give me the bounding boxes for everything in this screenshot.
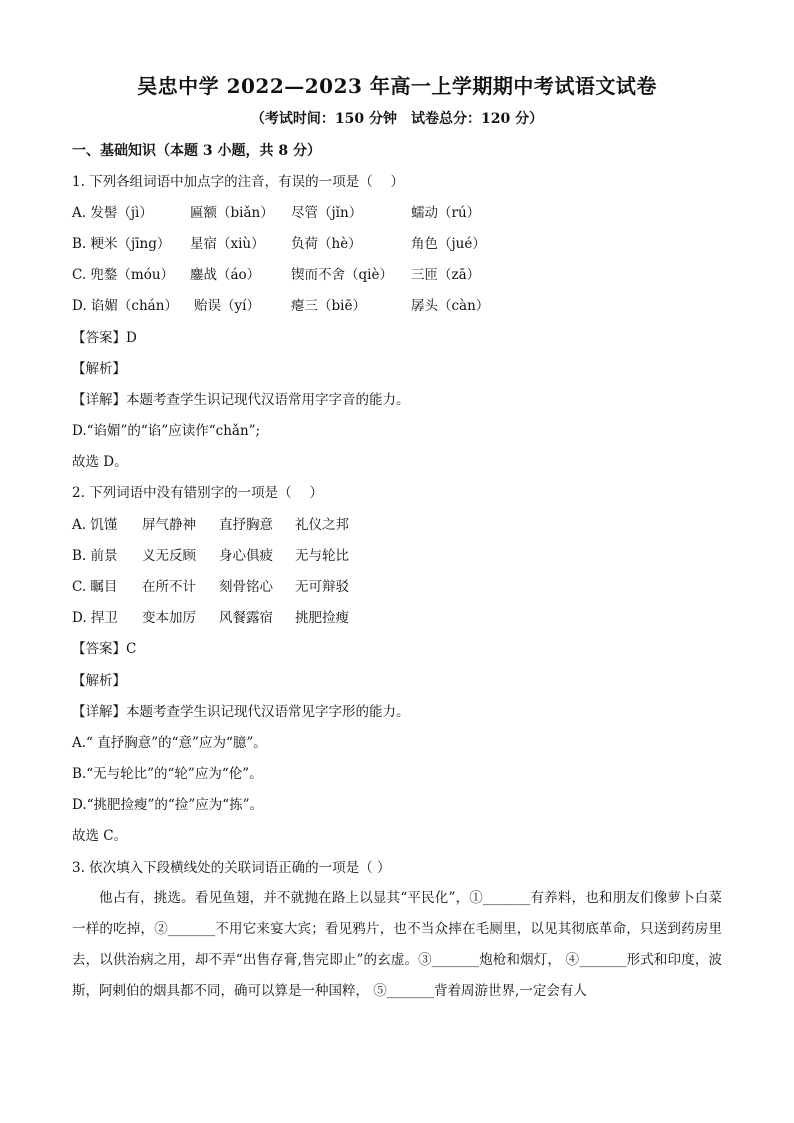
option-item: 匾额（biǎn） [190,205,274,221]
option-item: 风餐露宿 [219,610,273,626]
q2-note-b: B.“无与轮比”的“轮”应为“伦”。 [72,766,263,782]
option-item: 瘪三（biē） [291,298,366,314]
q2-option-a [72,516,349,534]
option-item: B. 前景 [72,548,118,564]
option-item: 礼仪之邦 [295,517,349,533]
option-item: 尽管（jǐn） [291,205,363,221]
option-item: 刻骨铭心 [219,579,273,595]
option-item: 变本加厉 [142,610,196,626]
question-2-stem: 2. 下列词语中没有错别字的一项是（ ） [72,485,323,501]
q1-option-b [72,235,486,253]
option-item: C. 兜鍪（móu） [72,267,175,283]
q1-option-c [72,266,480,284]
option-item: 孱头（càn） [411,298,490,314]
q2-answer: 【答案】C [72,641,137,657]
option-item: 贻误（yí） [194,298,260,314]
option-item: 身心俱疲 [219,548,273,564]
option-item: 挑肥捡瘦 [295,610,349,626]
option-item: 在所不计 [142,579,196,595]
q2-note-a: A.“ 直抒胸意”的“意”应为“臆”。 [72,735,267,751]
exam-title: 吴忠中学 2022—2023 年高一上学期期中考试语文试卷 [137,74,657,98]
q2-option-d [72,609,349,627]
option-item: 屏气静神 [142,517,196,533]
option-item: 鏖战（áo） [190,267,261,283]
q1-answer: 【答案】D [72,330,137,346]
option-item: 星宿（xiù） [190,236,265,252]
q1-analysis: 【解析】 [72,361,126,377]
section-heading: 一、基础知识（本题 3 小题，共 8 分） [72,143,321,159]
option-item: D. 捍卫 [72,610,118,626]
q2-note-d: D.“挑肥捡瘦”的“捡”应为“拣”。 [72,797,264,813]
option-item: B. 粳米（jīng） [72,236,171,252]
option-item: 锲而不舍（qiè） [291,267,393,283]
q1-detail: 【详解】本题考查学生识记现代汉语常用字字音的能力。 [72,392,410,408]
question-1-stem: 1. 下列各组词语中加点字的注音，有误的一项是（ ） [72,174,404,190]
option-item: D. 谄媚（chán） [72,298,178,314]
option-item: 无可辩驳 [295,579,349,595]
q1-option-d [72,297,489,315]
q1-option-a [72,204,480,222]
q3-passage: 他占有，挑选。看见鱼翅，并不就抛在路上以显其“平民化”，①_______有养料，也和朋友们像萝卜白菜一样的吃掉，②_______不用它来宴大宾；看见鸦片，也不当众摔在毛厕里，以见其彻底革命，只送到药房里去，以供治病之用，却不弄“出售存膏,售完即止”的玄虚。③_______炮枪和烟灯， ④_______形式和印度，波斯，阿剌伯的烟具都不同，确可以算是一种国粹， ⑤_______背着周游世界,一定会有人 [72,890,722,999]
q2-option-b [72,547,349,565]
q2-conclusion: 故选 C。 [72,828,128,844]
q2-detail: 【详解】本题考查学生识记现代汉语常见字字形的能力。 [72,704,410,720]
option-item: 义无反顾 [142,548,196,564]
q1-conclusion: 故选 D。 [72,454,128,470]
question-3-stem: 3. 依次填入下段横线处的关联词语正确的一项是（ ） [72,860,391,876]
q1-note: D.“谄媚”的“谄”应读作“chǎn”; [72,423,261,439]
option-item: 负荷（hè） [291,236,362,252]
option-item: A. 饥馑 [72,517,118,533]
exam-subtitle: （考试时间：150 分钟 试卷总分：120 分） [250,111,544,127]
option-item: 蠕动（rú） [411,205,481,221]
option-item: 直抒胸意 [219,517,273,533]
option-item: 角色（jué） [411,236,486,252]
option-item: A. 发髻（jì） [72,205,153,221]
option-item: 无与轮比 [295,548,349,564]
q2-analysis: 【解析】 [72,673,126,689]
option-item: 三匝（zā） [411,267,481,283]
option-item: C. 瞩目 [72,579,118,595]
q2-option-c [72,578,349,596]
